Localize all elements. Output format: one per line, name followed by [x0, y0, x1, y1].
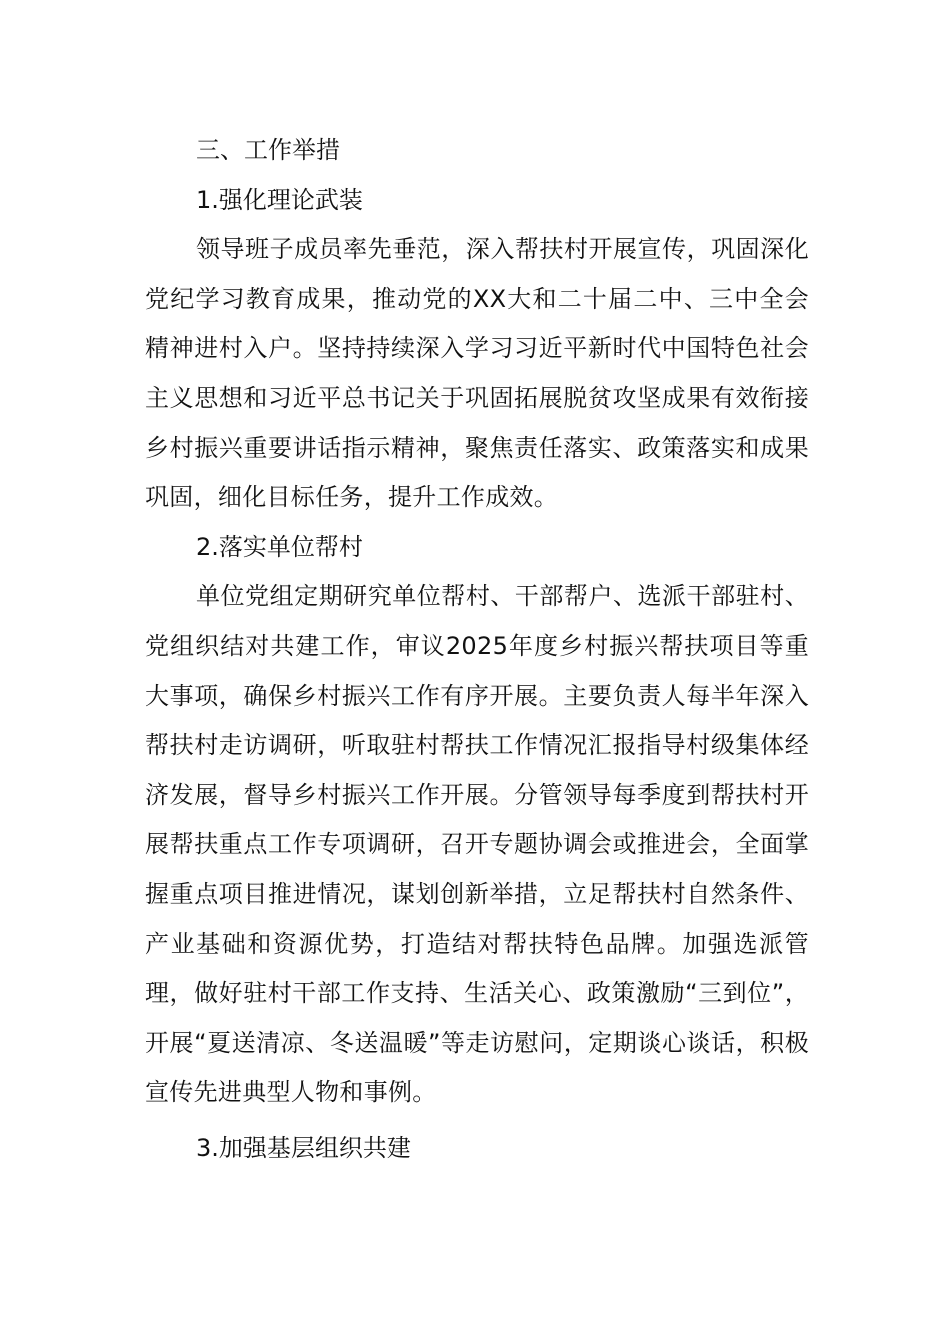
section-title: 三、工作举措 [196, 136, 340, 164]
paragraph-1: 领导班子成员率先垂范，深入帮扶村开展宣传，巩固深化党纪学习教育成果，推动党的XX大和二十届二中、三中全会精神进村入户。坚持持续深入学习习近平新时代中国特色社会主义思想和习近平总书记关于巩固拓展脱贫攻坚成果有效衔接乡村振兴重要讲话指示精神，聚焦责任落实、政策落实和成果巩固，细化目标任务，提升工作成效。 [145, 235, 809, 512]
subheading-2: 2.落实单位帮村 [196, 532, 363, 561]
document-body [145, 126, 809, 1173]
subheading-1: 1.强化理论武装 [196, 185, 363, 214]
subheading-3: 3.加强基层组织共建 [196, 1133, 411, 1162]
paragraph-2: 单位党组定期研究单位帮村、干部帮户、选派干部驻村、党组织结对共建工作，审议2025年度乡村振兴帮扶项目等重大事项，确保乡村振兴工作有序开展。主要负责人每半年深入帮扶村走访调研，听取驻村帮扶工作情况汇报指导村级集体经济发展，督导乡村振兴工作开展。分管领导每季度到帮扶村开展帮扶重点工作专项调研，召开专题协调会或推进会，全面掌握重点项目推进情况，谋划创新举措，立足帮扶村自然条件、产业基础和资源优势，打造结对帮扶特色品牌。加强选派管理，做好驻村干部工作支持、生活关心、政策激励“三到位”，开展“夏送清凉、冬送温暖”等走访慰问，定期谈心谈话，积极宣传先进典型人物和事例。 [145, 582, 809, 1107]
